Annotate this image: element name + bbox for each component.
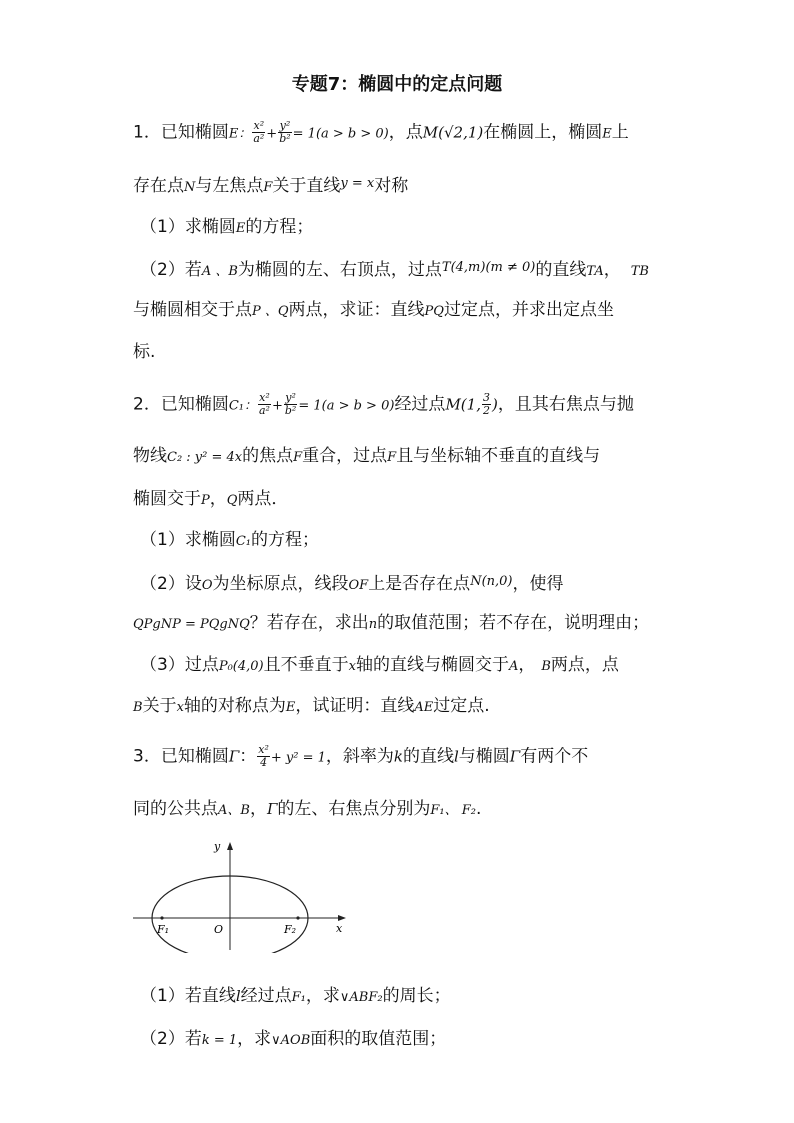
p2-question-2: （2）设O为坐标原点，线段OF上是否存在点$^{N(n,0)}$，使得: [140, 574, 564, 594]
p3-question-1: （1）若直线l经过点F₁，求∨ABF₂的周长；: [140, 986, 451, 1006]
p3-frac-x: $\frac{\text{x²}}{4}$: [258, 743, 269, 769]
p3-question-2: （2）若k = 1，求∨AOB面积的取值范围；: [140, 1029, 447, 1049]
p1-question-2-line-3: 标.: [133, 342, 156, 362]
x-axis-label: x: [336, 922, 343, 935]
p2-frac-three-halves: $\frac{3}{2}$: [482, 391, 490, 417]
y-axis-label: y: [214, 840, 221, 853]
p3-line-1: 3．已知椭圆Γ： $\frac{\text{x²}}{4}$ + y² = 1，斜率为k的直线l与椭圆Γ有两个不: [133, 743, 589, 769]
origin-label: O: [214, 923, 224, 936]
p1-question-2: （2）若A 、B为椭圆的左、右顶点，过点$^{T(4,m)(m \ne 0)}$的直线TA， TB: [140, 260, 649, 280]
p1-text: 1．已知椭圆: [133, 122, 229, 143]
page-title: 专题7：椭圆中的定点问题: [291, 74, 503, 95]
p2-frac-x: $\frac{\text{x²}}{\text{a²}}$: [259, 391, 270, 417]
p2-line-1: 2．已知椭圆C₁： $\frac{\text{x²}}{\text{a²}}$ + $\frac{\text{y²}}{\text{b²}}$ = 1(a > b > 0)经过点M(1, $\frac{3}{2}$ )，且其右焦点与抛: [133, 391, 634, 417]
p1-frac-y: $\frac{\text{y²}}{\text{b²}}$: [279, 119, 291, 145]
p2-line-2: 物线C₂ : y² = 4x的焦点F重合，过点F且与坐标轴不垂直的直线与: [133, 446, 601, 466]
focus-f2-label: F₂: [284, 923, 297, 936]
p1-line-1: 1．已知椭圆E： $\frac{\text{x²}}{\text{a²}}$ + $\frac{\text{y²}}{\text{b²}}$ = 1(a > b > 0)，点M(√2,1)在椭圆上，椭圆E上: [133, 119, 629, 145]
p2-question-1: （1）求椭圆C₁的方程；: [140, 530, 319, 550]
focus-f2-dot: [296, 916, 299, 919]
focus-f1-dot: [160, 916, 163, 919]
p2-frac-y: $\frac{\text{y²}}{\text{b²}}$: [284, 391, 297, 417]
ellipse-figure: [128, 838, 353, 953]
focus-f1-label: F₁: [157, 923, 170, 936]
p1-question-2-line-2: 与椭圆相交于点P 、Q两点，求证：直线PQ过定点，并求出定点坐: [133, 300, 614, 320]
p1-question-1: （1）求椭圆E的方程；: [140, 217, 314, 237]
p2-question-3: （3）过点P₀(4,0)且不垂直于x轴的直线与椭圆交于A， B两点，点: [140, 655, 619, 675]
p2-line-3: 椭圆交于P，Q两点．: [133, 489, 289, 509]
p2-question-2-line-2: QPgNP = PQgNQ？若存在，求出n的取值范围；若不存在，说明理由；: [133, 613, 650, 633]
vector-equation: QPgNP = PQgNQ: [133, 617, 250, 632]
p1-frac-x: $\frac{\text{x²}}{\text{a²}}$: [253, 119, 265, 145]
p1-eq-label: E：: [228, 126, 252, 142]
p1-line-2: 存在点N与左焦点F关于直线$^{y = x}$对称: [133, 176, 409, 196]
p1-eq-rhs: = 1(a > b > 0): [292, 126, 389, 142]
p1-point-m: M(√2,1): [422, 123, 484, 142]
y-axis-arrow: [227, 842, 233, 850]
p3-line-2: 同的公共点A、B，Γ的左、右焦点分别为F₁、 F₂.: [133, 799, 482, 819]
x-axis-arrow: [338, 915, 346, 921]
p2-question-3-line-2: B关于x轴的对称点为E，试证明：直线AE过定点.: [133, 696, 490, 716]
